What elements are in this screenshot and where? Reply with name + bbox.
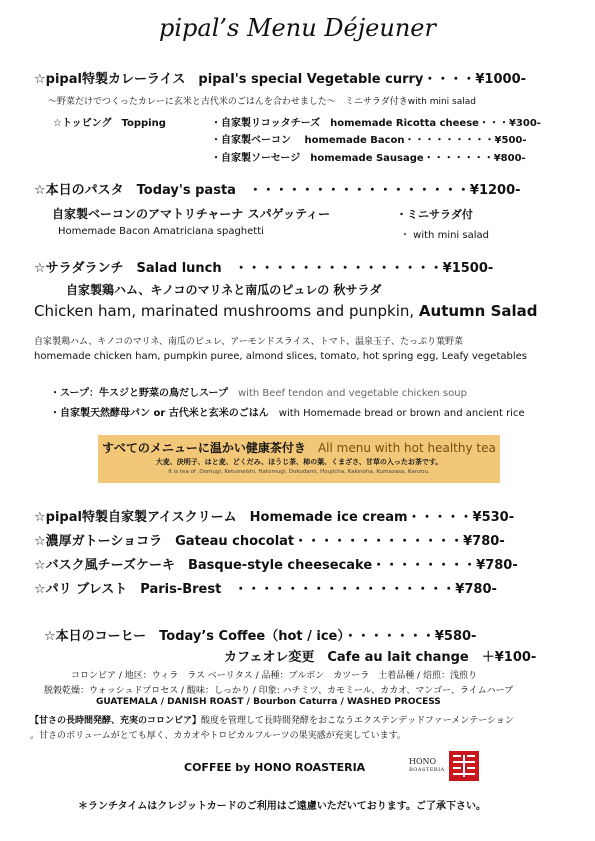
pasta-salad-en: ・ with mini salad [400, 230, 489, 241]
coffee-detail-1: コロンビア / 地区：ウィラ ラス ベーリタス / 品種：ブルボン カツーラ 土着品種 / 焙煎：浅煎り [71, 671, 477, 681]
roaster-name: COFFEE by HONO ROASTERIA [184, 761, 366, 774]
pasta-heading: ☆本日のパスタ Today's pasta ・・・・・・・・・・・・・・・・・¥1200- [34, 183, 521, 198]
coffee-note-bold: 【甘さの長時間発酵、充実のコロンビア】 [30, 716, 202, 726]
salad-bread-en: with Homemade bread or brown and ancient rice [278, 408, 525, 419]
tea-ingredients-jp: 大麦、決明子、はと麦、どくだみ、ほうじ茶、柿の葉、くまざさ、甘草の入ったお茶です。 [155, 458, 443, 466]
salad-soup-jp: ・スープ：牛スジと野菜の鳥だしスープ [50, 388, 228, 399]
hono-logo-name: HONO [409, 757, 437, 766]
coffee-note-1 [30, 713, 514, 726]
salad-name-jp: 自家製鶏ハム、キノコのマリネと南瓜のピュレの 秋サラダ [66, 283, 382, 297]
hono-logo-sub: ROASTERIA [409, 767, 445, 773]
hono-logo-icon [449, 751, 479, 781]
salad-name-en [34, 302, 538, 320]
salad-ingredients-en: homemade chicken ham, pumpkin puree, almond slices, tomato, hot spring egg, Leafy vegetables [34, 351, 527, 362]
tea-line [98, 439, 500, 456]
curry-heading: ☆pipal特製カレーライス pipal's special Vegetable curry・・・・¥1000- [34, 72, 527, 87]
salad-name-en-bold: Autumn Salad [418, 302, 538, 320]
tea-line-en: All menu with hot healthy tea [317, 441, 496, 455]
page-title: pipal’s Menu Déjeuner [159, 14, 436, 42]
dessert-gateau-chocolat: ☆濃厚ガトーショコラ Gateau chocolat・・・・・・・・・・・・・¥780- [34, 534, 505, 549]
cafe-au-lait: カフェオレ変更 Cafe au lait change ＋¥100- [224, 650, 537, 665]
topping-ricotta: ・自家製リコッタチーズ homemade Ricotta cheese・・・¥300- [211, 118, 541, 129]
pasta-name-jp: 自家製ベーコンのアマトリチャーナ スパゲッティー [52, 207, 331, 221]
footer-note: ＊ランチタイムはクレジットカードのご利用はご遠慮いただいております。ご了承下さい。 [78, 801, 486, 812]
topping-bacon: ・自家製ベーコン homemade Bacon・・・・・・・・・¥500- [211, 135, 527, 146]
coffee-detail-2: 脱穀乾燥：ウォッシュドプロセス / 酸味：しっかり / 印象: ハチミツ、カモミール、カカオ、マンゴー、ライムハーブ [44, 686, 514, 696]
salad-ingredients-jp: 自家製鶏ハム、キノコのマリネ、南瓜のピュレ、アーモンドスライス、トマト、温泉玉子、たっぷり葉野菜 [34, 337, 463, 347]
tea-banner [98, 435, 500, 483]
tea-line-jp: すべてのメニューに温かい健康茶付き [102, 441, 306, 455]
curry-description: 〜野菜だけでつくったカレーに玄米と古代米のごはんを合わせました〜 ミニサラダ付きwith mini salad [48, 97, 476, 107]
topping-sausage: ・自家製ソーセージ homemade Sausage・・・・・・・¥800- [211, 153, 526, 164]
salad-name-en-main: Chicken ham, marinated mushrooms and punpkin, [34, 302, 419, 320]
coffee-note-2: 。甘さのボリュームがとても厚く、カカオやトロピカルフルーツの果実感が充実しています。 [30, 731, 406, 741]
salad-bread [50, 404, 525, 419]
coffee-heading: ☆本日のコーヒー Today’s Coffee（hot / ice）・・・・・・・¥580- [44, 629, 477, 644]
dessert-ice-cream: ☆pipal特製自家製アイスクリーム Homemade ice cream・・・・・¥530- [34, 510, 515, 525]
salad-soup-en: with Beef tendon and vegetable chicken soup [238, 388, 467, 399]
salad-soup [50, 384, 467, 399]
dessert-basque-cheesecake: ☆バスク風チーズケーキ Basque-style cheesecake・・・・・・・・¥780- [34, 558, 518, 573]
pasta-salad-jp: ・ミニサラダ付 [396, 208, 473, 221]
dessert-paris-brest: ☆パリ ブレスト Paris-Brest ・・・・・・・・・・・・・・・・・¥780- [34, 582, 497, 597]
topping-label: ☆トッピング Topping [53, 118, 166, 129]
salad-bread-jp: ・自家製天然酵母パン or 古代米と玄米のごはん [50, 408, 269, 419]
salad-heading: ☆サラダランチ Salad lunch ・・・・・・・・・・・・・・・・¥1500- [34, 261, 494, 276]
pasta-name-en: Homemade Bacon Amatriciana spaghetti [58, 226, 264, 237]
coffee-note-text: 酸度を管理して長時間発酵をおこなうエクステンデッドファーメンテーション [201, 716, 514, 726]
tea-ingredients-en: It is tea of ,Oomugi, Ketumeishi, Hatomugi, Dokudami, Houjicha, Kakinoha, Kumazasa, Kanzou. [168, 469, 430, 475]
coffee-detail-3: GUATEMALA / DANISH ROAST / Bourbon Caturra / WASHED PROCESS [96, 697, 441, 707]
hono-logo-text [409, 757, 445, 775]
